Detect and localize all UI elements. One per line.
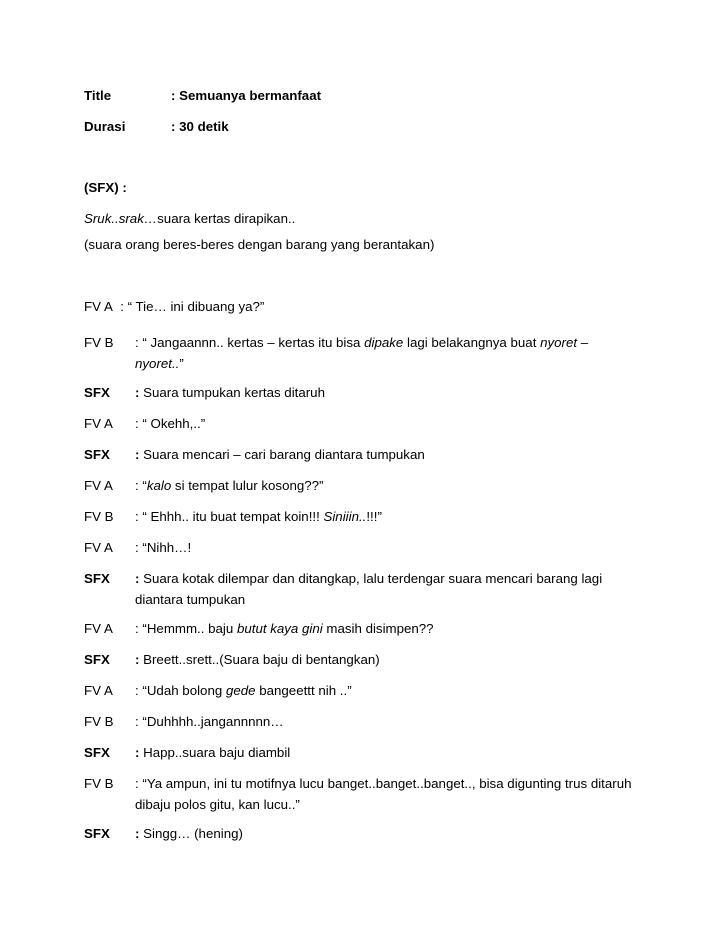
duration-label: Durasi [84, 119, 126, 134]
speaker-cue: FV A [84, 416, 113, 431]
sfx-text: : Suara kotak dilempar dan ditangkap, lalu terdengar suara mencari barang lagi diantara tumpukan [135, 571, 603, 607]
intro-line-1-italic: Sruk..srak… [84, 211, 158, 226]
speaker-cue: FV B [84, 335, 114, 350]
sfx-text: : Suara mencari – cari barang diantara tumpukan [135, 447, 425, 462]
speaker-cue: FV A [84, 621, 113, 636]
sfx-heading: (SFX) : [84, 180, 127, 195]
duration-value: : 30 detik [171, 119, 229, 134]
dialogue-text: : “Hemmm.. baju butut kaya gini masih disimpen?? [135, 621, 434, 636]
dialogue-text: : “Udah bolong gede bangeettt nih ..” [135, 683, 352, 698]
dialogue-text: : “ Okehh,..” [135, 416, 206, 431]
sfx-cue: SFX [84, 745, 110, 760]
sfx-cue: SFX [84, 385, 110, 400]
script-line [84, 298, 264, 316]
intro-line-1 [84, 210, 295, 228]
speaker-cue: FV B [84, 714, 114, 729]
speaker-cue: FV A [84, 478, 113, 493]
sfx-cue: SFX [84, 826, 110, 841]
dialogue-text: : “kalo si tempat lulur kosong??” [135, 478, 324, 493]
speaker-cue: FV B [84, 509, 114, 524]
sfx-text: : Singg… (hening) [135, 826, 243, 841]
intro-line-1-rest: suara kertas dirapikan.. [157, 211, 296, 226]
dialogue-text: : “Duhhhh..jangannnnn… [135, 714, 284, 729]
dialogue-text: : “Ya ampun, ini tu motifnya lucu banget..banget..banget.., bisa digunting trus ditaruh dibaju polos gitu, kan lucu..” [135, 776, 632, 812]
sfx-text: : Suara tumpukan kertas ditaruh [135, 385, 325, 400]
sfx-text: : Happ..suara baju diambil [135, 745, 291, 760]
dialogue-text: : “ Ehhh.. itu buat tempat koin!!! Siniiin..!!!” [135, 509, 382, 524]
speaker-cue: FV A [84, 683, 113, 698]
speaker-cue: FV B [84, 776, 114, 791]
speaker-cue: FV A [84, 299, 113, 314]
dialogue-text: : “ Tie… ini dibuang ya?” [120, 299, 265, 314]
speaker-cue: FV A [84, 540, 113, 555]
intro-line-2: (suara orang beres-beres dengan barang yang berantakan) [84, 237, 435, 252]
sfx-cue: SFX [84, 652, 110, 667]
dialogue-text: : “Nihh…! [135, 540, 192, 555]
sfx-cue: SFX [84, 571, 110, 586]
dialogue-text: : “ Jangaannn.. kertas – kertas itu bisa dipake lagi belakangnya buat nyoret – nyoret..” [135, 335, 589, 371]
title-value: : Semuanya bermanfaat [171, 88, 322, 103]
sfx-cue: SFX [84, 447, 110, 462]
sfx-text: : Breett..srett..(Suara baju di bentangkan) [135, 652, 380, 667]
title-label: Title [84, 88, 112, 103]
